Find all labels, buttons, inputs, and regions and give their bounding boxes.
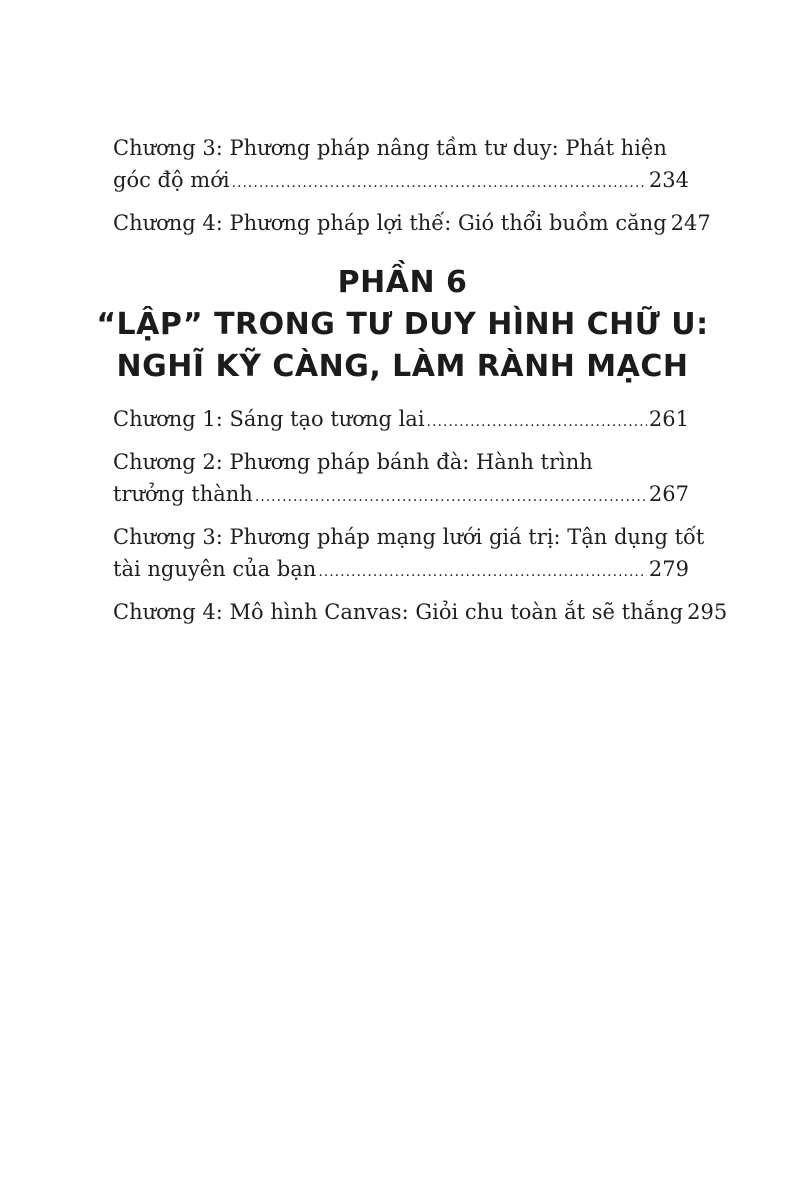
toc-entry-title-line: trưởng thành bbox=[113, 482, 253, 506]
toc-entry[interactable] bbox=[113, 446, 689, 513]
toc-entry[interactable] bbox=[113, 132, 689, 199]
toc-entry-title-line: Chương 3: Phương pháp nâng tầm tư duy: Phát hiện bbox=[113, 136, 667, 160]
dot-leader bbox=[255, 481, 647, 513]
toc-entry[interactable] bbox=[113, 596, 728, 631]
toc-entry-last-line bbox=[113, 553, 689, 588]
toc-page-number: 247 bbox=[670, 211, 711, 235]
toc-entry-last-line bbox=[113, 164, 689, 199]
toc-entry-title-line: Chương 2: Phương pháp bánh đà: Hành trình bbox=[113, 450, 593, 474]
toc-entry-title-line: tài nguyên của bạn bbox=[113, 557, 317, 581]
toc-entry-last-line bbox=[113, 478, 689, 513]
toc-entry-last-line bbox=[113, 596, 728, 631]
toc-entry-title-line: Chương 3: Phương pháp mạng lưới giá trị: Tận dụng tốt bbox=[113, 525, 705, 549]
toc-entry[interactable] bbox=[113, 207, 711, 242]
toc-entry[interactable] bbox=[113, 521, 705, 588]
toc-page-number: 261 bbox=[648, 407, 689, 431]
toc-page-number: 279 bbox=[648, 557, 689, 581]
dot-leader bbox=[318, 556, 647, 588]
toc-entry-title-line: góc độ mới bbox=[113, 168, 230, 192]
toc-section-bottom bbox=[113, 403, 728, 639]
toc-page-number: 295 bbox=[687, 600, 728, 624]
toc-page-number: 267 bbox=[648, 482, 689, 506]
toc-page-number: 234 bbox=[648, 168, 689, 192]
part-heading bbox=[0, 262, 805, 388]
toc-section-top bbox=[113, 132, 711, 250]
dot-leader bbox=[232, 167, 647, 199]
toc-entry-last-line bbox=[113, 207, 711, 242]
toc-entry-title-line: Chương 4: Mô hình Canvas: Giỏi chu toàn ắt sẽ thắng bbox=[113, 600, 684, 624]
toc-entry[interactable] bbox=[113, 403, 689, 438]
part-number: PHẦN 6 bbox=[337, 265, 468, 300]
toc-entry-last-line bbox=[113, 403, 689, 438]
toc-entry-title-line: Chương 4: Phương pháp lợi thế: Gió thổi buồm căng bbox=[113, 211, 667, 235]
dot-leader bbox=[427, 406, 647, 438]
part-title-line-2: NGHĨ KỸ CÀNG, LÀM RÀNH MẠCH bbox=[116, 349, 689, 384]
part-title-line-1: “LẬP” TRONG TƯ DUY HÌNH CHỮ U: bbox=[96, 307, 709, 342]
toc-entry-title-line: Chương 1: Sáng tạo tương lai bbox=[113, 407, 425, 431]
